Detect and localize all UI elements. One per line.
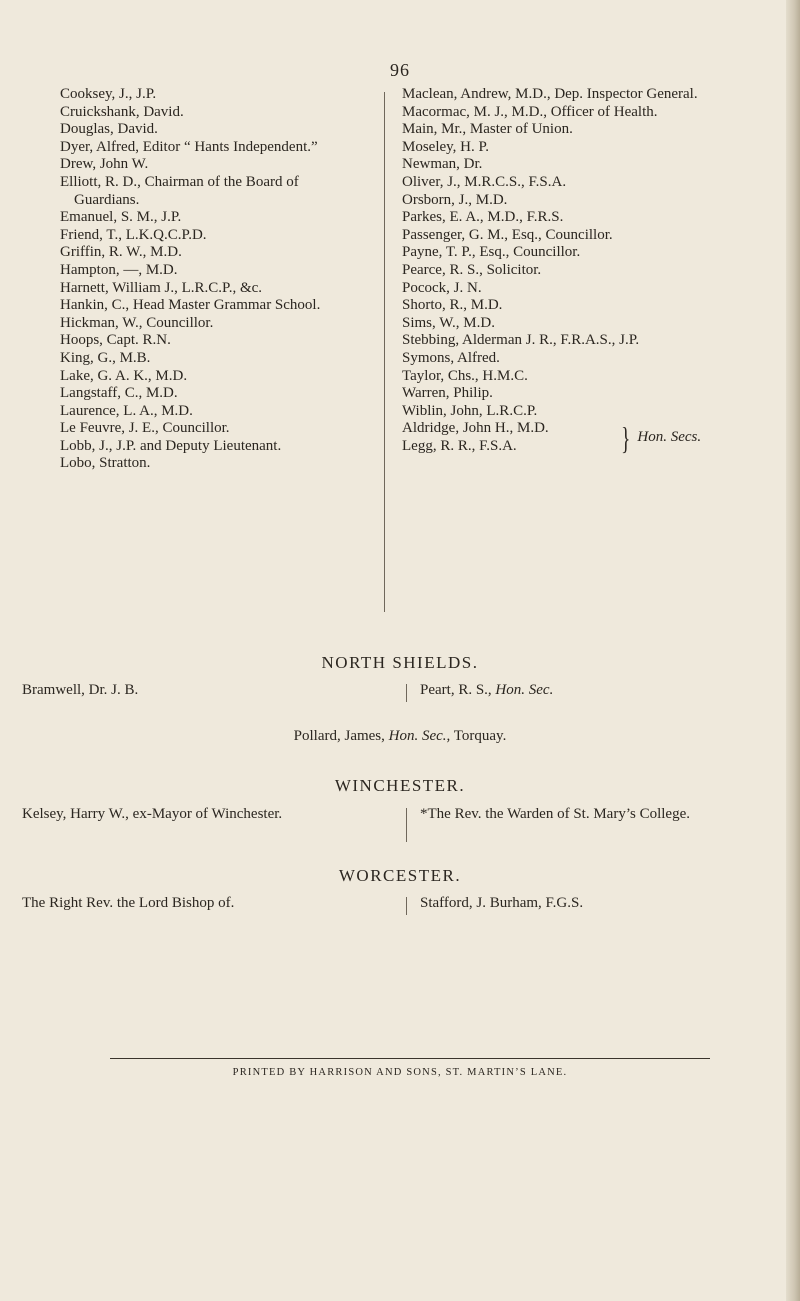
- list-item: The Right Rev. the Lord Bishop of.: [22, 895, 235, 911]
- column-divider: [406, 808, 407, 842]
- list-item: Hoops, Capt. R.N.: [60, 332, 171, 349]
- list-item: Stebbing, Alderman J. R., F.R.A.S., J.P.: [402, 332, 640, 349]
- list-item: Peart, R. S., Hon. Sec.: [420, 682, 554, 698]
- column-divider: [406, 684, 407, 702]
- list-item: Moseley, H. P.: [402, 138, 489, 155]
- list-item: Symons, Alfred.: [402, 349, 500, 366]
- list-item: Newman, Dr.: [402, 156, 483, 173]
- column-divider: [384, 92, 385, 612]
- list-item: Stafford, J. Burham, F.G.S.: [420, 895, 584, 911]
- page-number: 96: [390, 60, 410, 80]
- section-heading-north-shields: NORTH SHIELDS.: [321, 653, 479, 672]
- list-item: King, G., M.B.: [60, 349, 151, 366]
- list-item: Pearce, R. S., Solicitor.: [402, 261, 542, 278]
- list-item: Passenger, G. M., Esq., Councillor.: [402, 226, 613, 243]
- list-item: Payne, T. P., Esq., Councillor.: [402, 244, 581, 261]
- list-item: Lake, G. A. K., M.D.: [60, 367, 188, 384]
- hon-secs-label: Hon. Secs.: [637, 429, 702, 446]
- list-item: Hickman, W., Councillor.: [60, 314, 214, 331]
- list-item: Sims, W., M.D.: [402, 314, 495, 331]
- list-item: Cooksey, J., J.P.: [60, 86, 157, 102]
- footer-rule: [110, 1058, 710, 1059]
- list-item: Laurence, L. A., M.D.: [60, 402, 193, 419]
- list-item: Wiblin, John, L.R.C.P.: [402, 402, 538, 419]
- list-item: *The Rev. the Warden of St. Mary’s College.: [420, 806, 690, 822]
- column-divider: [406, 897, 407, 915]
- list-item: Parkes, E. A., M.D., F.R.S.: [402, 209, 564, 226]
- list-item: Bramwell, Dr. J. B.: [22, 682, 139, 698]
- list-item: Orsborn, J., M.D.: [402, 191, 508, 208]
- list-item: Maclean, Andrew, M.D., Dep. Inspector General.: [402, 86, 698, 102]
- list-item: Elliott, R. D., Chairman of the Board of Guardians.: [60, 173, 299, 208]
- right-member-list: [402, 86, 784, 455]
- list-item: Macormac, M. J., M.D., Officer of Health.: [402, 103, 658, 120]
- list-item: Hampton, —, M.D.: [60, 261, 178, 278]
- list-item: Lobo, Stratton.: [60, 455, 151, 472]
- list-item: Cruickshank, David.: [60, 103, 184, 120]
- list-item: Friend, T., L.K.Q.C.P.D.: [60, 226, 207, 243]
- list-item: Dyer, Alfred, Editor “ Hants Independent.”: [60, 138, 318, 155]
- list-item: Taylor, Chs., H.M.C.: [402, 367, 528, 384]
- list-item: Aldridge, John H., M.D.: [402, 420, 549, 437]
- list-item: Emanuel, S. M., J.P.: [60, 209, 182, 226]
- list-item: Kelsey, Harry W., ex-Mayor of Winchester.: [22, 806, 283, 822]
- list-item: Drew, John W.: [60, 156, 149, 173]
- torquay-line: Pollard, James, Hon. Sec., Torquay.: [293, 728, 507, 744]
- list-item: Shorto, R., M.D.: [402, 297, 503, 314]
- section-heading-worcester: WORCESTER.: [338, 866, 462, 885]
- brace-icon: }: [621, 419, 631, 456]
- list-item: Warren, Philip.: [402, 385, 493, 402]
- left-member-list: [60, 86, 344, 473]
- list-item: Le Feuvre, J. E., Councillor.: [60, 420, 230, 437]
- list-item: Pocock, J. N.: [402, 279, 482, 296]
- list-item: Douglas, David.: [60, 121, 158, 138]
- list-item: Oliver, J., M.R.C.S., F.S.A.: [402, 173, 567, 190]
- page-edge: [786, 0, 800, 1301]
- list-item: Langstaff, C., M.D.: [60, 385, 178, 402]
- printer-imprint: PRINTED BY HARRISON AND SONS, ST. MARTIN’S LANE.: [232, 1067, 568, 1078]
- hon-secs-group: [402, 420, 784, 455]
- section-heading-winchester: WINCHESTER.: [334, 776, 466, 795]
- list-item: Legg, R. R., F.S.A.: [402, 437, 517, 454]
- list-item: Harnett, William J., L.R.C.P., &c.: [60, 279, 263, 296]
- list-item: Hankin, C., Head Master Grammar School.: [60, 297, 321, 314]
- list-item: Lobb, J., J.P. and Deputy Lieutenant.: [60, 437, 282, 454]
- list-item: Griffin, R. W., M.D.: [60, 244, 182, 261]
- list-item: Main, Mr., Master of Union.: [402, 121, 573, 138]
